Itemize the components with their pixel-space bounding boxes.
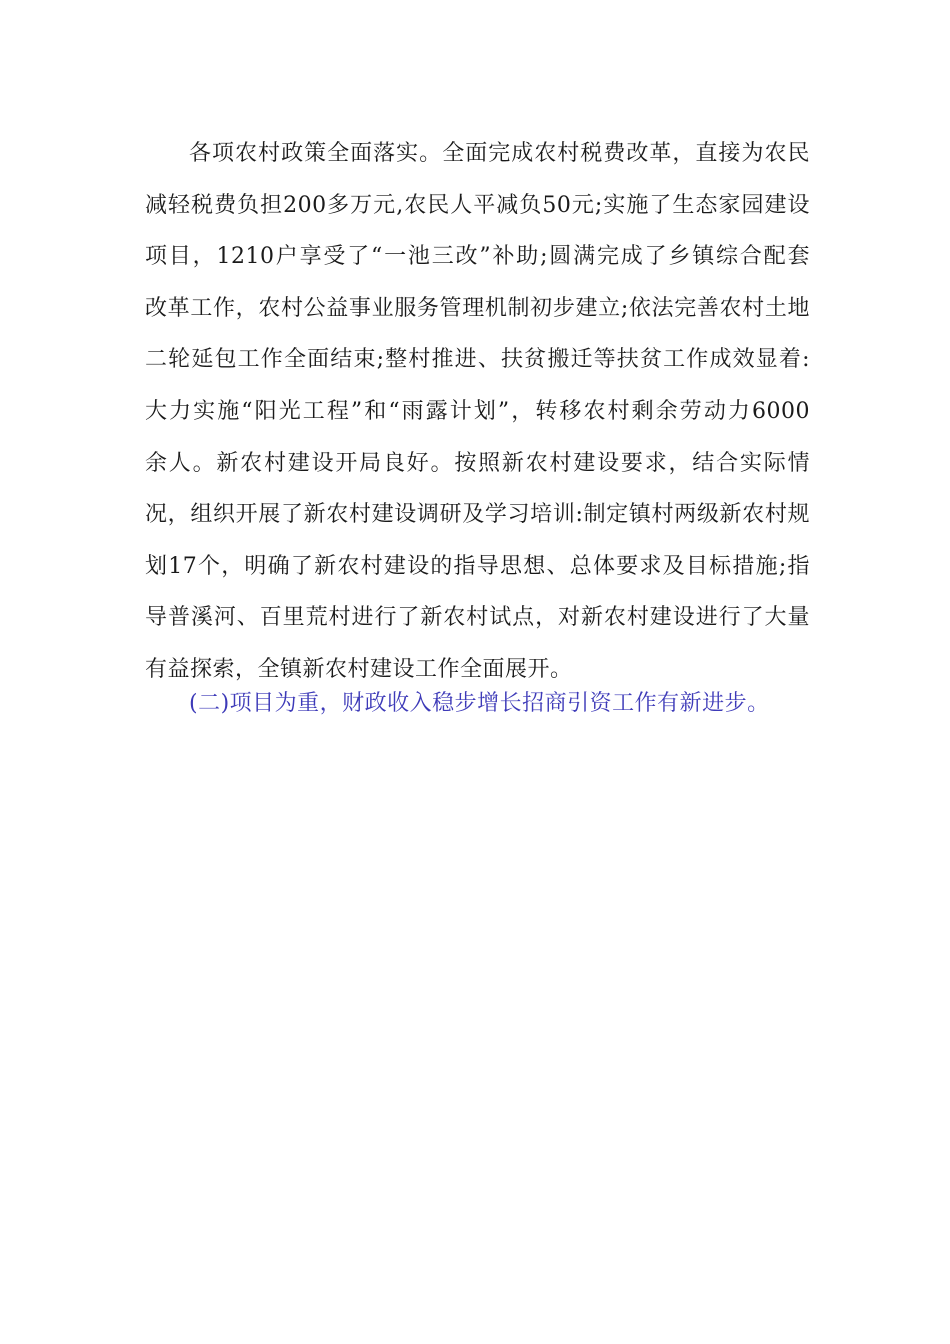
paragraph-line-9: 划17个，明确了新农村建设的指导思想、总体要求及目标措施;指 — [145, 553, 810, 579]
body-paragraph — [145, 134, 810, 702]
paragraph-line-7: 余人。新农村建设开局良好。按照新农村建设要求，结合实际情 — [145, 450, 810, 476]
paragraph-line-11: 有益探索，全镇新农村建设工作全面展开。 — [145, 656, 573, 682]
paragraph-line-2: 减轻税费负担200多万元,农民人平减负50元;实施了生态家园建设 — [145, 192, 810, 218]
paragraph-line-5: 二轮延包工作全面结束;整村推进、扶贫搬迁等扶贫工作成效显着: — [145, 347, 810, 373]
paragraph-line-8: 况，组织开展了新农村建设调研及学习培训:制定镇村两级新农村规 — [145, 502, 810, 528]
paragraph-line-4: 改革工作，农村公益事业服务管理机制初步建立;依法完善农村土地 — [145, 295, 810, 321]
paragraph-line-10: 导普溪河、百里荒村进行了新农村试点，对新农村建设进行了大量 — [145, 605, 810, 631]
paragraph-line-3: 项目，1210户享受了“一池三改”补助;圆满完成了乡镇综合配套 — [145, 244, 810, 270]
paragraph-line-1: 各项农村政策全面落实。全面完成农村税费改革，直接为农民 — [189, 141, 810, 166]
section-heading: (二)项目为重，财政收入稳步增长招商引资工作有新进步。 — [189, 691, 770, 716]
paragraph-line-6: 大力实施“阳光工程”和“雨露计划”，转移农村剩余劳动力6000 — [145, 398, 810, 424]
